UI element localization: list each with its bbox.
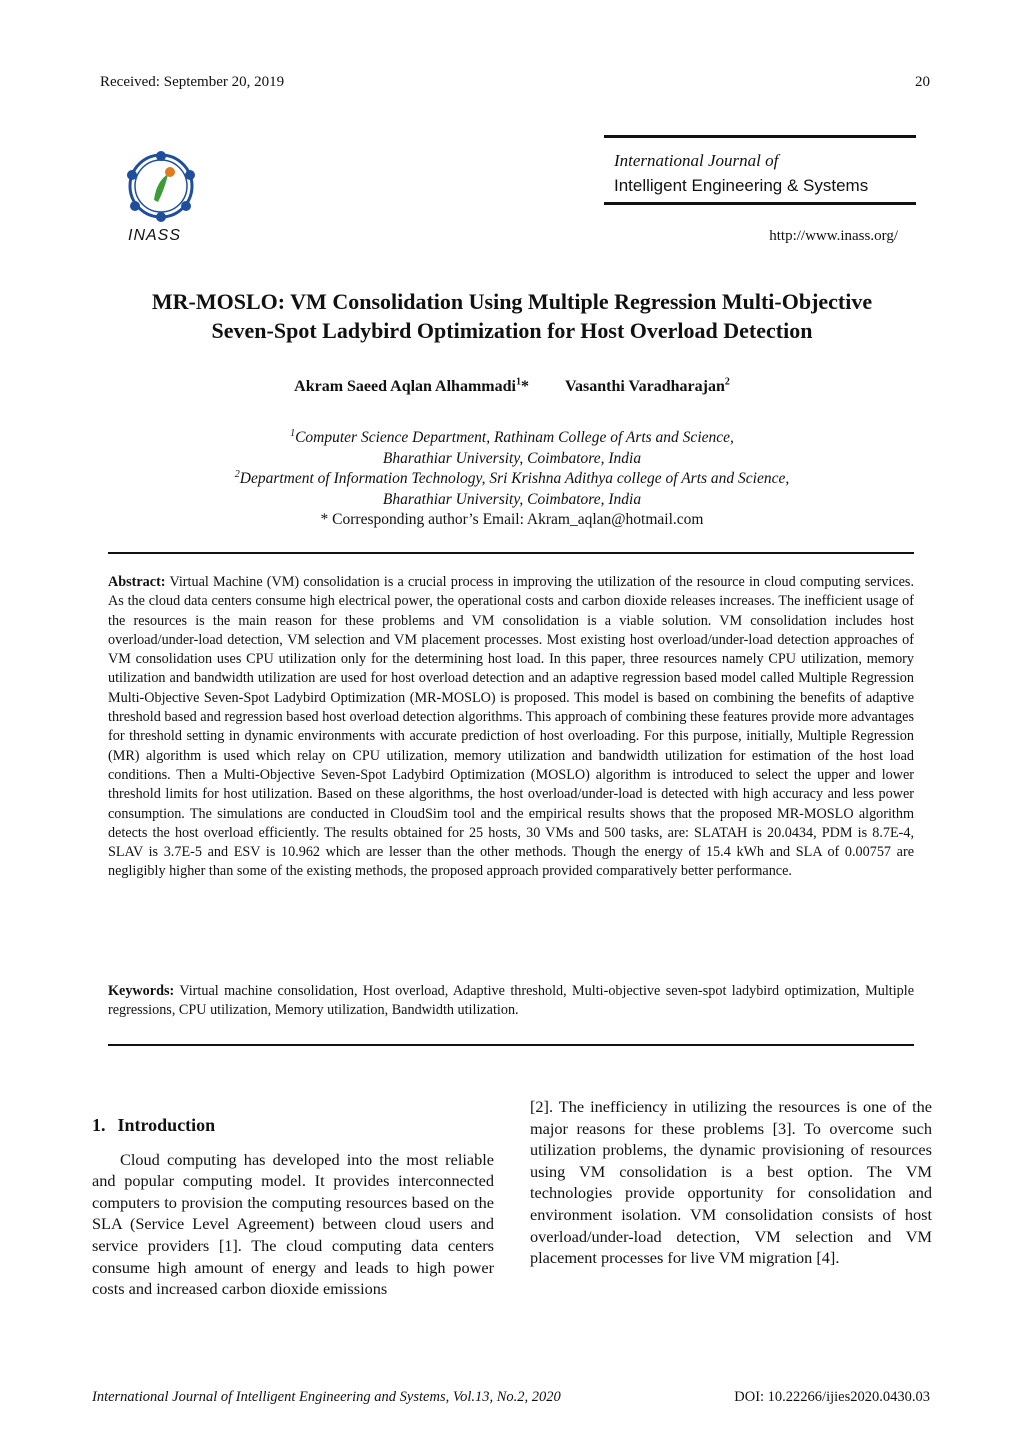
footer-journal-citation: International Journal of Intelligent Engineering and Systems, Vol.13, No.2, 2020 xyxy=(92,1389,561,1405)
journal-url-link[interactable]: http://www.inass.org/ xyxy=(769,228,898,244)
author-list xyxy=(100,378,924,396)
abstract-text: Virtual Machine (VM) consolidation is a crucial process in improving the utilization of the resource in cloud computing services. As the cloud data centers consume high electrical power, the operational costs and carbon dioxide releases increases. The inefficient usage of the resources is the main reason for these problems and VM consolidation is a viable solution. VM consolidation includes host overload/under-load detection, VM selection and VM placement processes. Most existing host overload/under-load detection approaches of VM consolidation uses CPU utilization only for the determining host load. In this paper, three resources namely CPU utilization, memory utilization and bandwidth utilization are used for host overload detection and an adaptive regression based model called Multiple Regression Multi-Objective Seven-Spot Ladybird Optimization (MR-MOSLO) is proposed. This model is based on combining the benefits of adaptive threshold based and regression based host overload detection algorithms. This approach of combining these features provide more advantages for threshold setting in dynamic environments with accurate prediction of host overloading. For this purpose, initially, Multiple Regression (MR) algorithm is used which relay on CPU utilization, memory utilization and bandwidth utilization for estimation of the host load conditions. Then a Multi-Objective Seven-Spot Ladybird Optimization (MOSLO) algorithm is introduced to select the upper and lower threshold limits for host utilization. Based on these algorithms, the host overload/under-load is detected with high accuracy and less power consumption. The simulations are conducted in CloudSim tool and the empirical results shows that the proposed MR-MOSLO algorithm detects the host overload efficiently. The results obtained for 25 hosts, 30 VMs and 500 tasks, are: SLATAH is 20.0434, PDM is 8.7E-4, SLAV is 3.7E-5 and ESV is 10.962 which are lesser than the other methods. Though the energy of 15.4 kWh and SLA of 0.00757 are negligibly higher than some of the existing methods, the proposed approach provided comparatively better performance. xyxy=(108,574,914,880)
page-number: 20 xyxy=(915,74,930,90)
affiliation-2-mark: 2 xyxy=(234,468,240,480)
section-heading-introduction xyxy=(92,1115,494,1137)
left-column xyxy=(92,1115,494,1300)
keywords-text: Virtual machine consolidation, Host overload, Adaptive threshold, Multi-objective seven-spot ladybird optimization, Multiple regressions, CPU utilization, Memory utilization, Bandwidth utilization. xyxy=(108,983,914,1019)
author-2 xyxy=(565,378,730,395)
abstract-top-rule xyxy=(108,552,914,554)
keywords xyxy=(108,982,914,1021)
affiliation-2-line-1 xyxy=(100,469,924,490)
keywords-label: Keywords: xyxy=(108,983,175,999)
masthead-top-rule xyxy=(604,135,916,138)
author-1-affil-mark: 1 xyxy=(515,376,521,388)
title-line-1: MR-MOSLO: VM Consolidation Using Multiple Regression Multi-Objective xyxy=(151,289,873,314)
abstract-bottom-rule xyxy=(108,1044,914,1046)
journal-name: Intelligent Engineering & Systems xyxy=(614,176,869,195)
inass-logo xyxy=(116,150,216,245)
affiliations xyxy=(100,428,924,531)
affiliation-2-text: Department of Information Technology, Sri Krishna Adithya college of Arts and Science, xyxy=(239,470,790,487)
intro-paragraph-right: [2]. The inefficiency in utilizing the resources is one of the major reasons for these problems [3]. To overcome such utilization problems, the dynamic provisioning of resources using VM consolidation is a best option. The VM technologies provide opportunity for consolidation and environment isolation. VM consolidation consists of host overload/under-load detection, VM selection and VM placement processes for live VM migration [4]. xyxy=(530,1097,932,1268)
affiliation-1-line-1 xyxy=(100,428,924,449)
section-number: 1. xyxy=(92,1115,106,1135)
affiliation-1-text: Computer Science Department, Rathinam College of Arts and Science, xyxy=(295,429,734,446)
journal-masthead xyxy=(604,135,916,205)
journal-of-label: International Journal of xyxy=(614,151,779,170)
masthead-bottom-rule xyxy=(604,202,916,205)
author-1-corresponding-mark: * xyxy=(520,378,529,395)
affiliation-1-mark: 1 xyxy=(290,427,296,439)
received-date: Received: September 20, 2019 xyxy=(100,74,285,90)
affiliation-1-line-2: Bharathiar University, Coimbatore, India xyxy=(382,449,642,467)
affiliation-2-line-2: Bharathiar University, Coimbatore, India xyxy=(382,490,642,508)
abstract-label: Abstract: xyxy=(108,574,166,590)
author-2-name: Vasanthi Varadharajan xyxy=(564,378,725,395)
logo-label: INASS xyxy=(128,227,182,244)
footer-doi: DOI: 10.22266/ijies2020.0430.03 xyxy=(734,1389,930,1405)
corresponding-email: * Corresponding author’s Email: Akram_aqlan@hotmail.com xyxy=(320,511,704,528)
intro-paragraph-left: Cloud computing has developed into the most reliable and popular computing model. It provides interconnected computers to provision the computing resources based on the SLA (Service Level Agreement) between cloud users and service providers [1]. The cloud computing data centers consume high amount of energy and leads to high power costs and increased carbon dioxide emissions xyxy=(92,1149,494,1299)
abstract xyxy=(108,573,914,882)
author-1-name: Akram Saeed Aqlan Alhammadi xyxy=(294,378,516,395)
inass-logo-icon xyxy=(116,150,216,245)
title-line-2: Seven-Spot Ladybird Optimization for Host Overload Detection xyxy=(211,318,813,343)
section-title: Introduction xyxy=(117,1115,216,1135)
author-1 xyxy=(294,378,529,395)
author-2-affil-mark: 2 xyxy=(724,376,730,388)
paper-title xyxy=(80,287,944,345)
right-column xyxy=(530,1096,932,1269)
